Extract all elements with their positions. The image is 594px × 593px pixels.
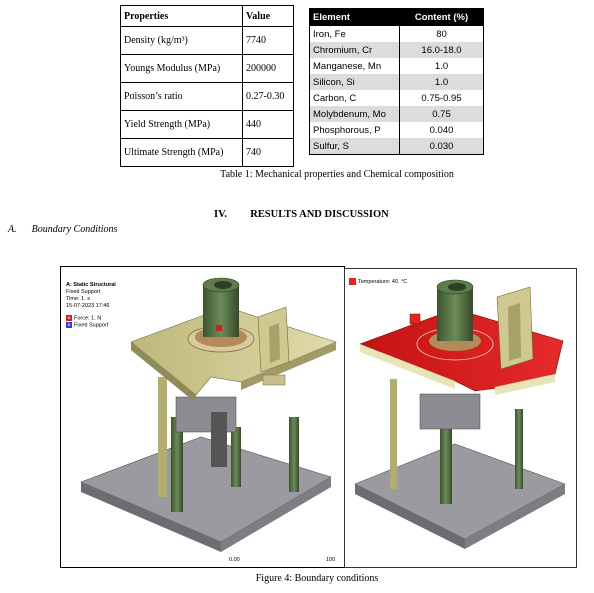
property-cell: Poisson’s ratio	[121, 83, 243, 111]
section-title: RESULTS AND DISCUSSION	[250, 209, 389, 220]
element-cell: Molybdenum, Mo	[310, 106, 400, 122]
property-cell: Yield Strength (MPa)	[121, 111, 243, 139]
cylinder-holder	[437, 287, 473, 341]
table-row	[310, 58, 484, 74]
analysis-info	[66, 282, 116, 330]
value-cell: 440	[243, 111, 294, 139]
header-value: Value	[243, 6, 294, 27]
content-cell: 1.0	[400, 74, 484, 90]
subsection-letter: A.	[8, 224, 17, 235]
element-cell: Chromium, Cr	[310, 42, 400, 58]
under-bracket	[420, 394, 480, 429]
element-cell: Phosphorous, P	[310, 122, 400, 138]
property-cell: Density (kg/m³)	[121, 27, 243, 55]
table-caption: Table 1: Mechanical properties and Chemical composition	[220, 169, 454, 180]
analysis-time: Time: 1. s	[66, 296, 90, 302]
legend-force	[66, 315, 116, 322]
table-header-row	[121, 6, 294, 27]
element-cell: Sulfur, S	[310, 138, 400, 155]
clamp-base	[263, 375, 285, 385]
table-row	[310, 26, 484, 43]
table-row	[310, 42, 484, 58]
force-marker-a	[216, 325, 222, 331]
legend-key-b: B	[67, 322, 71, 328]
legend-key-a: A	[67, 315, 71, 320]
mechanical-properties-table	[120, 5, 294, 167]
analysis-title: A: Static Structural	[66, 282, 116, 288]
table-row	[310, 106, 484, 122]
chemical-composition-table	[309, 8, 484, 155]
subsection-title: Boundary Conditions	[31, 224, 118, 235]
cylinder-bore	[448, 283, 466, 291]
analysis-subtitle: Fixed Support	[66, 289, 101, 295]
content-cell: 0.040	[400, 122, 484, 138]
scale-left-label: 0.00	[229, 557, 240, 563]
table-row	[121, 111, 294, 139]
content-cell: 1.0	[400, 58, 484, 74]
temperature-legend	[349, 278, 407, 286]
property-cell: Ultimate Strength (MPa)	[121, 139, 243, 167]
element-cell: Carbon, C	[310, 90, 400, 106]
scale-right-label: 100	[326, 557, 336, 563]
table-row	[310, 122, 484, 138]
thermal-boundary-figure	[344, 268, 577, 568]
analysis-date: 15-07-2023 17:46	[66, 303, 110, 309]
legend-fixed	[66, 322, 116, 329]
content-cell: 16.0-18.0	[400, 42, 484, 58]
base-plate	[355, 444, 565, 539]
value-cell: 7740	[243, 27, 294, 55]
content-cell: 80	[400, 26, 484, 43]
support-column	[515, 409, 523, 489]
support-column	[231, 427, 241, 487]
temperature-legend-label: Temperature: 40. °C	[358, 278, 408, 285]
content-cell: 0.030	[400, 138, 484, 155]
subsection-heading	[8, 224, 117, 235]
clamp-slot	[508, 303, 521, 361]
element-cell: Silicon, Si	[310, 74, 400, 90]
support-column	[390, 379, 397, 489]
value-cell: 740	[243, 139, 294, 167]
clamp-slot	[269, 323, 280, 363]
section-heading	[214, 209, 389, 220]
table-row	[121, 83, 294, 111]
temperature-marker	[410, 314, 420, 324]
table-row	[121, 139, 294, 167]
header-element: Element	[310, 9, 400, 26]
actuator-body	[211, 412, 227, 467]
figure-caption: Figure 4: Boundary conditions	[255, 573, 379, 584]
table-row	[310, 74, 484, 90]
support-column	[158, 377, 167, 497]
property-cell: Youngs Modulus (MPa)	[121, 55, 243, 83]
table-row	[121, 27, 294, 55]
table-row	[310, 138, 484, 155]
fixture-thermal-render	[345, 269, 576, 567]
legend-fixed-label: Fixed Support	[74, 322, 109, 329]
table-row	[310, 90, 484, 106]
header-content: Content (%)	[400, 9, 484, 26]
legend-force-label: Force: 1. N	[74, 315, 102, 322]
table-header-row	[310, 9, 484, 26]
support-column	[289, 417, 299, 492]
element-cell: Iron, Fe	[310, 26, 400, 43]
table-row	[121, 55, 294, 83]
value-cell: 200000	[243, 55, 294, 83]
header-properties: Properties	[121, 6, 243, 27]
content-cell: 0.75	[400, 106, 484, 122]
static-structural-figure	[60, 266, 345, 568]
content-cell: 0.75-0.95	[400, 90, 484, 106]
value-cell: 0.27-0.30	[243, 83, 294, 111]
temperature-legend-swatch	[349, 278, 356, 285]
cylinder-bore	[214, 281, 232, 289]
element-cell: Manganese, Mn	[310, 58, 400, 74]
section-number: IV.	[214, 209, 227, 220]
